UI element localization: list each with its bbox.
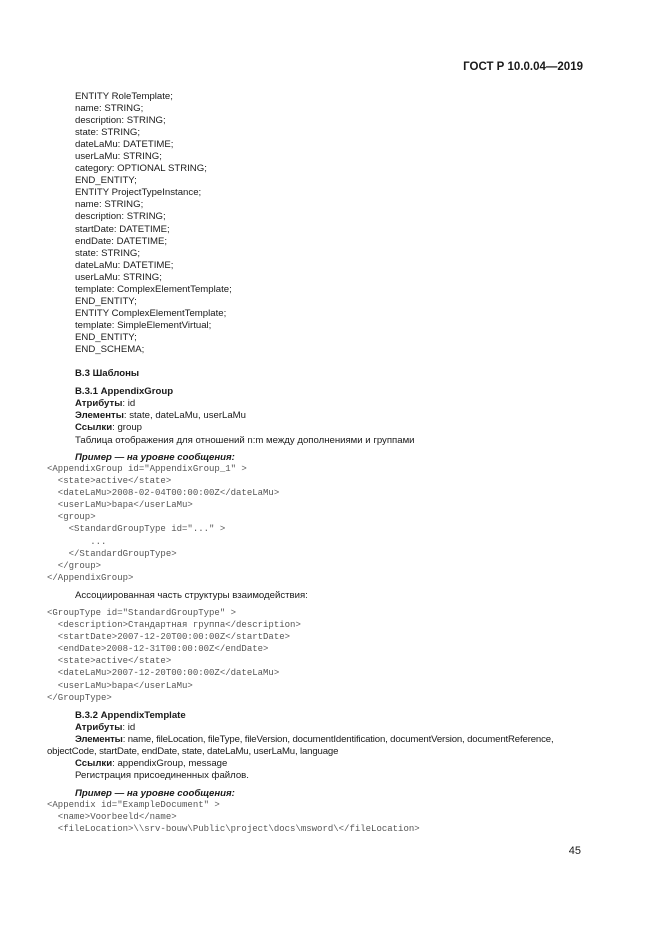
subsection-title-b32: В.3.2 AppendixTemplate: [75, 710, 186, 721]
schema-line: userLaMu: STRING;: [75, 271, 162, 283]
schema-line: name: STRING;: [75, 199, 144, 211]
description: Регистрация присоединенных файлов.: [75, 770, 249, 782]
schema-line: startDate: DATETIME;: [75, 223, 170, 235]
elem-label: Элементы: [75, 410, 124, 422]
elem-label: Элементы: [75, 734, 123, 745]
ref-value: : group: [112, 422, 142, 434]
xml-example-appendix: [47, 799, 420, 835]
schema-line: userLaMu: STRING;: [75, 151, 162, 163]
schema-line: END_ENTITY;: [75, 295, 137, 307]
code-line: <AppendixGroup id="AppendixGroup_1" >: [47, 464, 247, 474]
schema-line: description: STRING;: [75, 211, 166, 223]
page-number: 45: [568, 845, 581, 857]
code-line: <group>: [47, 512, 96, 523]
code-line: <dateLaMu>2007-12-20T00:00:00Z</dateLaMu>: [47, 668, 280, 679]
schema-line: END_ENTITY;: [75, 175, 137, 187]
schema-line: description: STRING;: [75, 115, 166, 127]
attr-label: Атрибуты: [75, 398, 123, 409]
schema-line: name: STRING;: [75, 103, 144, 115]
ref-label: Ссылки: [75, 422, 113, 434]
code-line: <state>active</state>: [47, 476, 172, 487]
code-line: <fileLocation>\\srv-bouw\Public\project\docs\msword\</fileLocation>: [47, 824, 420, 835]
schema-line: ENTITY ComplexElementTemplate;: [75, 307, 227, 319]
code-line: <StandardGroupType id="..." >: [47, 524, 226, 535]
code-line: <description>Стандартная группа</description>: [47, 620, 301, 631]
elem-value: : state, dateLaMu, userLaMu: [123, 410, 247, 422]
xml-example-appendixgroup: [47, 463, 279, 584]
code-line: <Appendix id="ExampleDocument" >: [47, 800, 220, 810]
code-line: <state>active</state>: [47, 656, 172, 667]
express-schema-block: [75, 91, 232, 356]
code-line: <userLaMu>bapa</userLaMu>: [47, 500, 193, 511]
document-header: ГОСТ Р 10.0.04—2019: [463, 61, 583, 73]
code-line: <startDate>2007-12-20T00:00:00Z</startDate>: [47, 632, 291, 643]
b32-elements: [47, 734, 587, 758]
elem-value: : name, fileLocation, fileType, fileVersion, documentIdentification, documentVersion, documentReference, objectCode, startDate, endDate, state, dateLaMu, userLaMu, language: [47, 734, 554, 758]
schema-line: template: SimpleElementVirtual;: [75, 319, 212, 331]
code-line: <GroupType id="StandardGroupType" >: [47, 608, 237, 618]
code-line: </StandardGroupType>: [47, 548, 177, 559]
b32-refs: [75, 758, 249, 782]
example-label: Пример — на уровне сообщения:: [75, 452, 235, 463]
schema-line: END_ENTITY;: [75, 331, 137, 343]
attr-label: Атрибуты: [75, 722, 123, 733]
b31-fields: [75, 398, 415, 447]
schema-line: category: OPTIONAL STRING;: [75, 163, 207, 175]
subsection-title-b31: В.3.1 AppendixGroup: [75, 386, 174, 397]
code-line: <userLaMu>bapa</userLaMu>: [47, 680, 193, 691]
schema-line: dateLaMu: DATETIME;: [75, 259, 174, 271]
schema-line: state: STRING;: [75, 247, 141, 259]
schema-line: endDate: DATETIME;: [75, 235, 168, 247]
xml-example-grouptype: [47, 607, 301, 704]
description: Таблица отображения для отношений n:m между дополнениями и группами: [75, 434, 415, 446]
schema-line: dateLaMu: DATETIME;: [75, 139, 174, 151]
code-line: </GroupType>: [47, 692, 112, 703]
code-line: ...: [47, 536, 107, 547]
ref-value: : appendixGroup, message: [112, 758, 228, 769]
b32-attrs: [75, 722, 135, 734]
schema-line: END_SCHEMA;: [75, 343, 145, 355]
schema-line: ENTITY RoleTemplate;: [75, 91, 173, 102]
code-line: </AppendixGroup>: [47, 572, 134, 583]
code-line: <endDate>2008-12-31T00:00:00Z</endDate>: [47, 644, 269, 655]
section-title-b3: В.3 Шаблоны: [75, 368, 140, 379]
attr-value: : id: [122, 722, 136, 733]
example-label: Пример — на уровне сообщения:: [75, 788, 235, 799]
code-line: <dateLaMu>2008-02-04T00:00:00Z</dateLaMu>: [47, 488, 280, 499]
schema-line: state: STRING;: [75, 127, 141, 139]
schema-line: ENTITY ProjectTypeInstance;: [75, 187, 202, 199]
code-line: <name>Voorbeeld</name>: [47, 812, 177, 823]
code-line: </group>: [47, 560, 102, 571]
schema-line: template: ComplexElementTemplate;: [75, 283, 232, 295]
ref-label: Ссылки: [75, 758, 113, 769]
attr-value: : id: [122, 398, 136, 409]
assoc-text: Ассоциированная часть структуры взаимодействия:: [75, 590, 308, 601]
